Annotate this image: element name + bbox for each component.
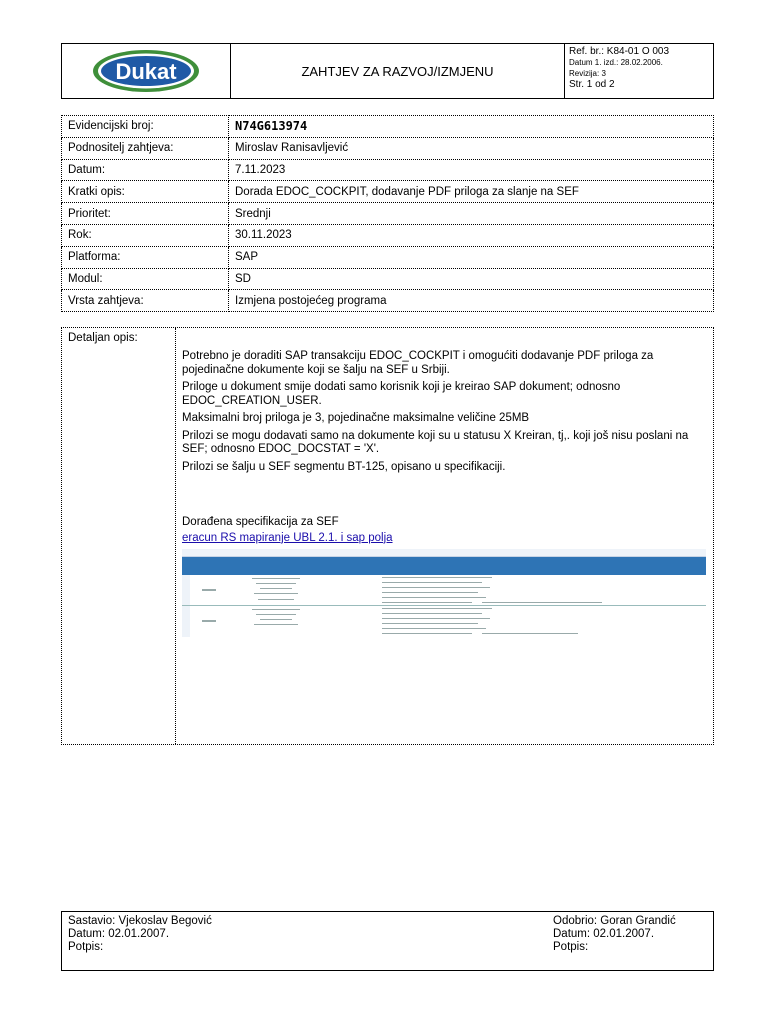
approved-signature: Potpis: — [553, 941, 589, 953]
compiled-by: Sastavio: Vjekoslav Begović — [68, 915, 212, 927]
detail-paragraph: Potrebno je doraditi SAP transakciju EDOC_COCKPIT i omogućiti dodavanje PDF priloga za pojedinačne dokumente koji se šalju na SEF u Srbiji. — [182, 350, 654, 376]
approved-date: Datum: 02.01.2007. — [553, 928, 655, 940]
spec-link[interactable]: eracun RS mapiranje UBL 2.1. i sap polja — [182, 531, 393, 544]
detail-paragraph: Prilozi se šalju u SEF segmentu BT-125, opisano u specifikaciji. — [182, 460, 506, 473]
info-row — [62, 203, 714, 225]
info-value: N74G613974 — [229, 116, 714, 138]
info-row — [62, 159, 714, 181]
sheet-row — [182, 575, 706, 606]
info-value: Miroslav Ranisavljević — [229, 137, 714, 159]
detail-label: Detaljan opis: — [62, 328, 176, 744]
page-number: Str. 1 od 2 — [569, 79, 615, 90]
request-info-table — [61, 115, 714, 312]
info-row — [62, 181, 714, 203]
reference-block — [565, 44, 713, 98]
sheet-header-band — [182, 557, 706, 575]
info-value: SAP — [229, 246, 714, 268]
info-value: SD — [229, 268, 714, 290]
compiled-date: Datum: 02.01.2007. — [68, 928, 170, 940]
logo-cell — [62, 44, 231, 98]
compiled-by-block — [68, 915, 212, 954]
info-label: Prioritet: — [62, 203, 229, 225]
compiled-signature: Potpis: — [68, 941, 104, 953]
info-row — [62, 224, 714, 246]
info-label: Evidencijski broj: — [62, 116, 229, 138]
document-title: ZAHTJEV ZA RAZVOJ/IZMJENU — [231, 44, 565, 98]
sheet-row — [182, 606, 706, 637]
info-row — [62, 268, 714, 290]
logo-text: Dukat — [115, 59, 177, 84]
approved-by-block — [553, 915, 676, 954]
info-value: 30.11.2023 — [229, 224, 714, 246]
info-label: Podnositelj zahtjeva: — [62, 137, 229, 159]
detail-body — [176, 328, 713, 744]
spec-heading: Dorađena specifikacija za SEF — [182, 516, 339, 528]
first-issue-date: Datum 1. izd.: 28.02.2006. — [569, 58, 663, 67]
detail-section — [61, 327, 714, 745]
info-label: Platforma: — [62, 246, 229, 268]
detail-paragraph: Prilozi se mogu dodavati samo na dokumente koji su u statusu X Kreiran, tj,. koji još nisu poslani na SEF; odnosno EDOC_DOCSTAT = 'X'. — [182, 429, 689, 455]
info-label: Modul: — [62, 268, 229, 290]
ref-number: Ref. br.: K84-01 O 003 — [569, 46, 670, 57]
info-value: Izmjena postojećeg programa — [229, 290, 714, 312]
dukat-logo — [92, 49, 200, 93]
approved-by: Odobrio: Goran Grandić — [553, 915, 676, 927]
info-row — [62, 137, 714, 159]
document-header — [61, 43, 714, 99]
detail-paragraphs — [182, 350, 707, 474]
info-label: Vrsta zahtjeva: — [62, 290, 229, 312]
info-value: Dorada EDOC_COCKPIT, dodavanje PDF priloga za slanje na SEF — [229, 181, 714, 203]
approval-footer — [61, 911, 714, 971]
info-label: Datum: — [62, 159, 229, 181]
info-row — [62, 116, 714, 138]
embedded-spreadsheet-image — [182, 549, 706, 639]
info-row — [62, 290, 714, 312]
revision: Revizija: 3 — [569, 69, 606, 78]
info-row — [62, 246, 714, 268]
info-value: Srednji — [229, 203, 714, 225]
info-label: Rok: — [62, 224, 229, 246]
detail-paragraph: Maksimalni broj priloga je 3, pojedinačne maksimalne veličine 25MB — [182, 412, 530, 424]
detail-paragraph: Priloge u dokument smije dodati samo korisnik koji je kreirao SAP dokument; odnosno EDOC_CREATION_USER. — [182, 381, 621, 407]
info-label: Kratki opis: — [62, 181, 229, 203]
sheet-column-header — [182, 549, 706, 557]
info-value: 7.11.2023 — [229, 159, 714, 181]
